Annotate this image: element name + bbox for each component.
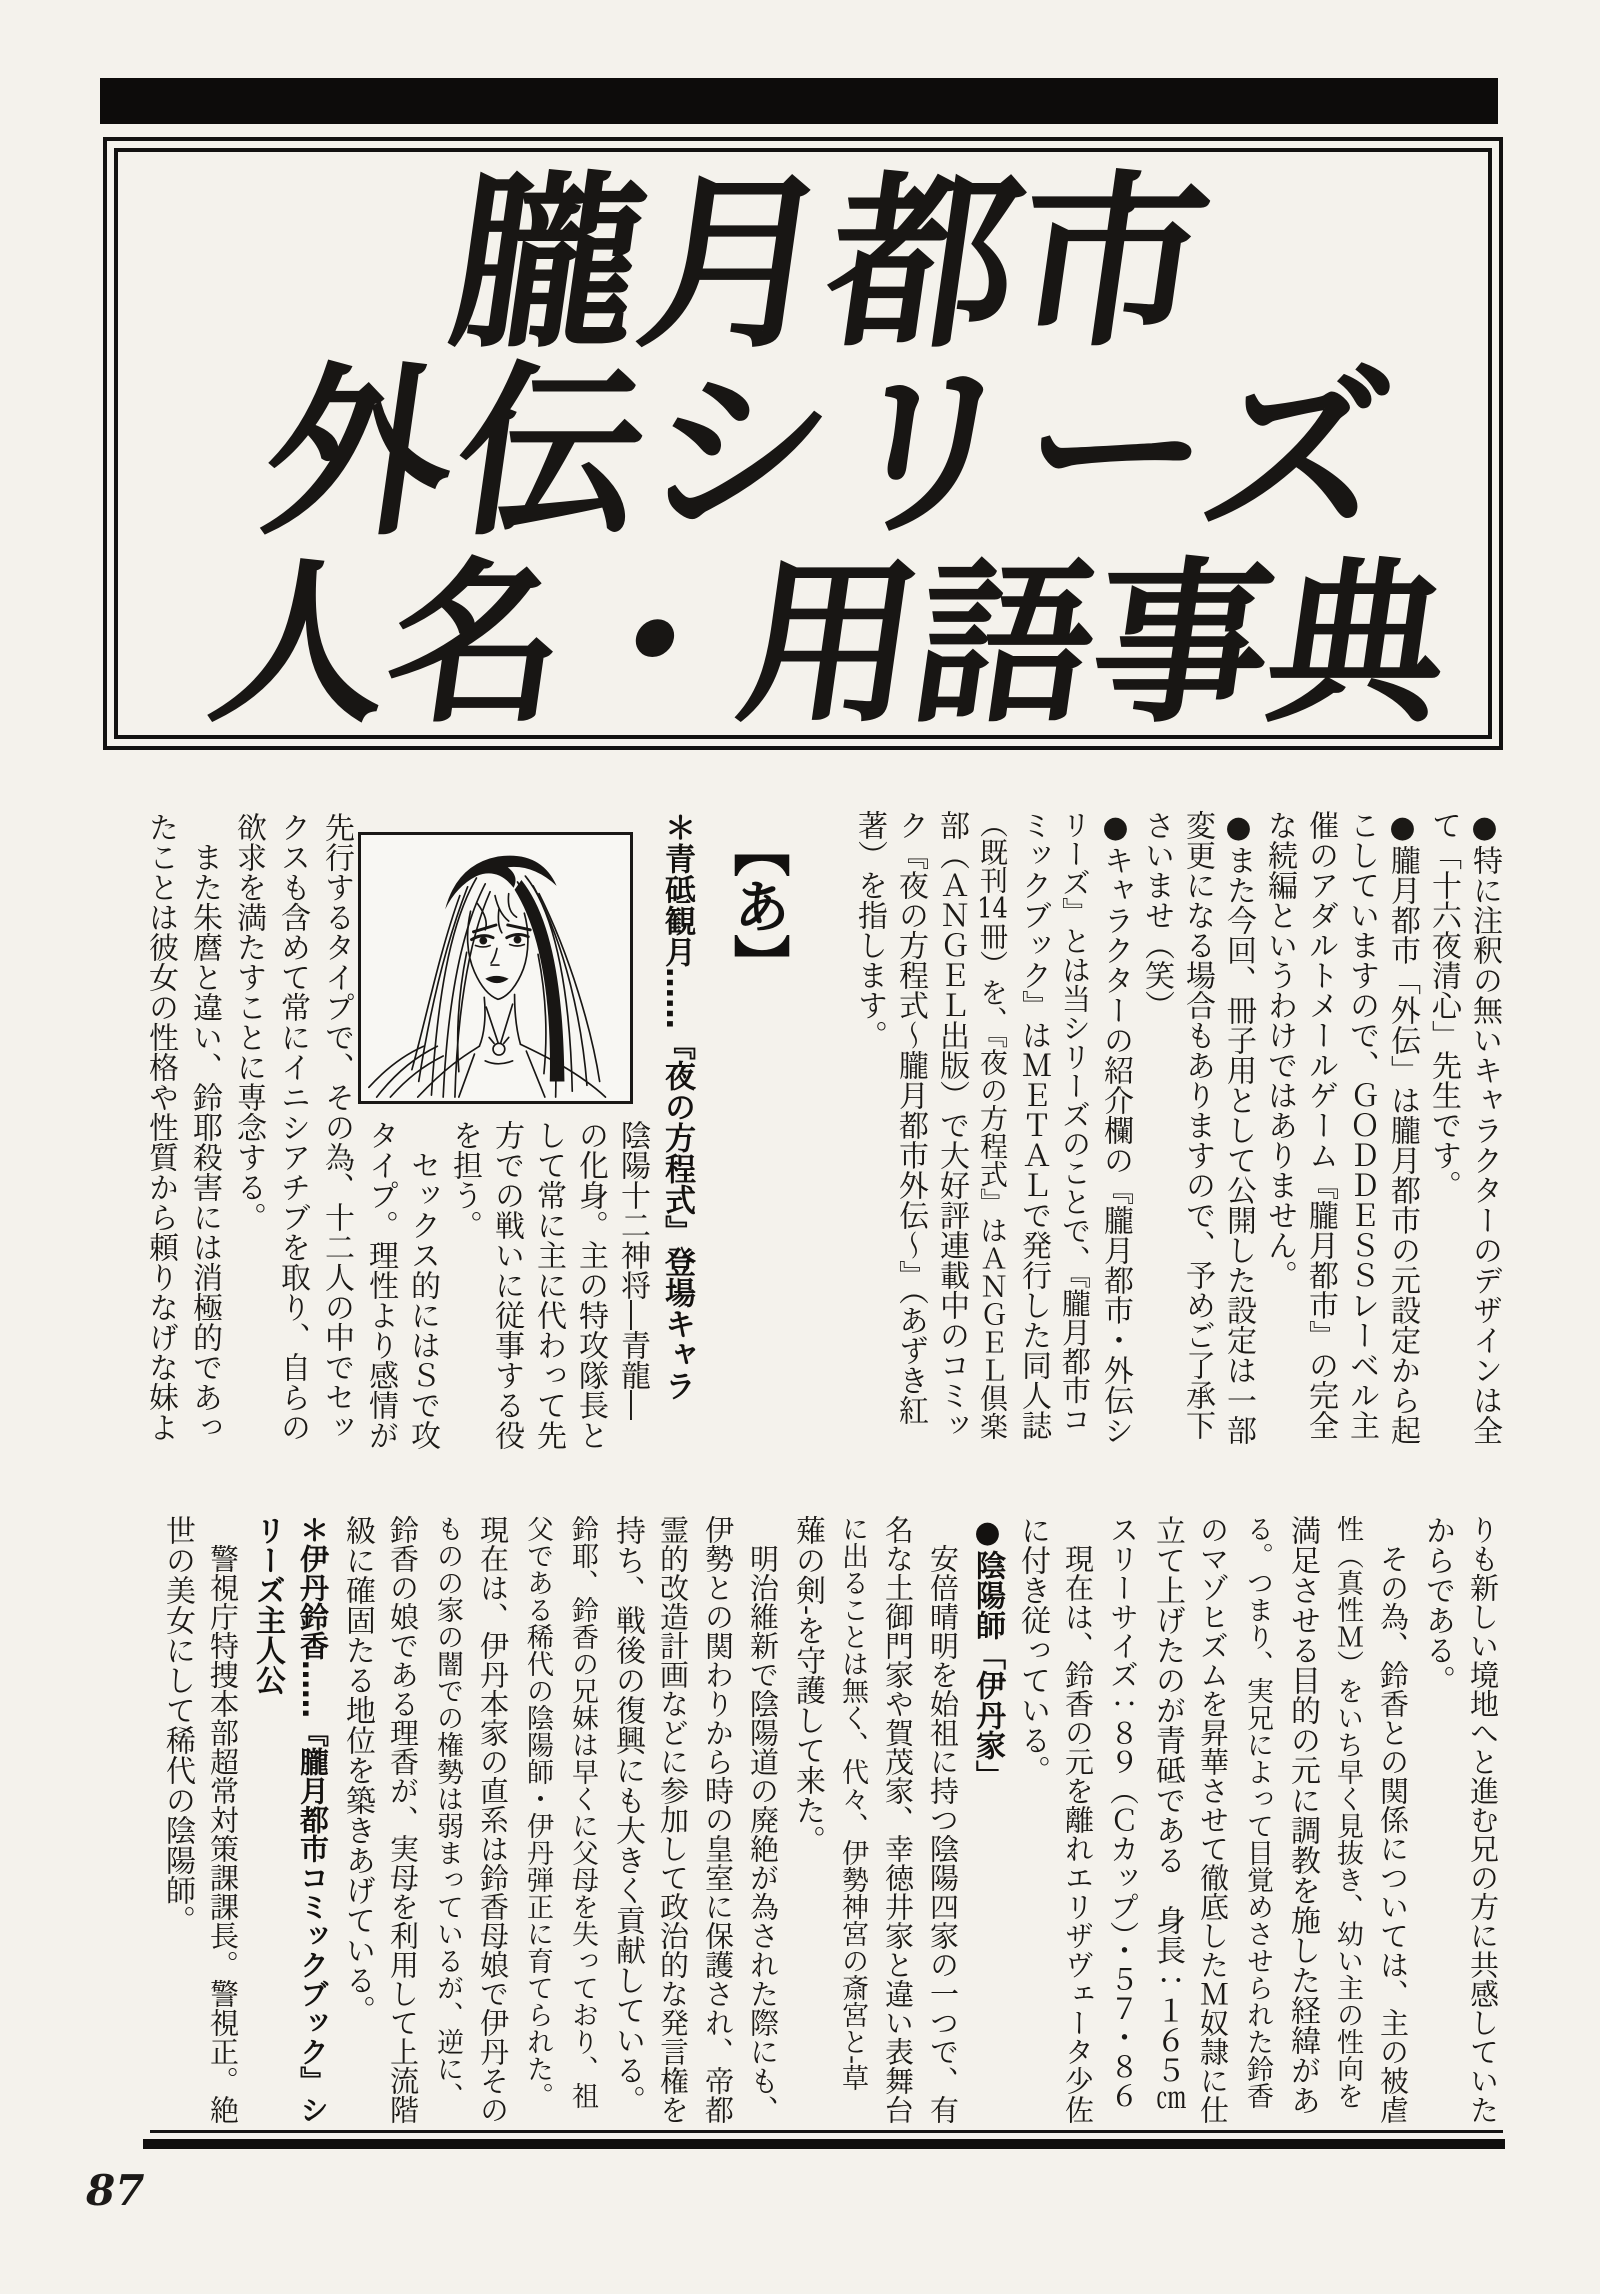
text-column: 満足させる目的の元に調教を施した経緯があ <box>1285 1515 1320 2115</box>
text-column: 薙の剣‐を守護して来た。 <box>790 1515 825 1856</box>
text-column: 霊的改造計画などに参加して政治的な発言権を <box>656 1515 690 2124</box>
title-box <box>103 137 1503 750</box>
text-column: ●特に注釈の無いキャラクターのデザインは全 <box>1467 810 1502 1445</box>
text-column: 持ち、戦後の復興にも大きく貢献している。 <box>610 1515 645 2115</box>
text-column: 現在は、鈴香の元を離れエリザヴェータ少佐 <box>1061 1515 1095 2124</box>
text-column: 父である稀代の陰陽師・伊丹弾正に育てられた。 <box>522 1515 553 2109</box>
title-line-1: 朧月都市 <box>438 155 1222 374</box>
portrait-sketch-svg <box>361 835 630 1101</box>
text-column: 伊勢との関わりから時の皇室に保護され、帝都 <box>701 1515 735 2124</box>
text-column: 変更になる場合もありますので、予めご了承下 <box>1180 810 1215 1440</box>
top-black-bar <box>100 78 1498 124</box>
section-index-heading: 【あ】 <box>724 820 790 991</box>
text-column: タイプ。理性より感情が <box>363 1120 398 1450</box>
text-column: リーズ』とは当シリーズのことで、『朧月都市コ <box>1058 810 1092 1434</box>
text-column: からである。 <box>1420 1515 1455 1695</box>
text-column: その為、鈴香との関係については、主の被虐 <box>1376 1515 1410 2124</box>
text-column: 明治維新で陰陽道の廃絶が為された際にも、 <box>746 1515 780 2124</box>
text-column: に出ることは無く、代々、伊勢神宮の斎宮と‐草 <box>837 1515 868 2092</box>
text-column: 欲求を満たすことに専念する。 <box>231 812 266 1232</box>
text-column: 安倍晴明を始祖に持つ陰陽四家の一つで、有 <box>926 1515 960 2124</box>
text-column: 警視庁特捜本部超常対策課課長。警視正。絶 <box>206 1515 240 2124</box>
intro-notes-block <box>849 810 1505 1468</box>
title-line-2: 外伝シリーズ <box>252 345 1408 561</box>
text-column: ●また今回、冊子用として公開した設定は一部 <box>1221 810 1256 1445</box>
text-column: また朱麿と違い、鈴耶殺害には消極的であっ <box>187 812 222 1442</box>
text-column: のマゾヒズムを昇華させて徹底したＭ奴隷に仕 <box>1196 1515 1230 2124</box>
text-column: こしていますので、ＧＯＤＤＥＳＳレーベル主 <box>1344 810 1379 1440</box>
title-line-3: 人名・用語事典 <box>199 542 1461 747</box>
text-column: 現在は、伊丹本家の直系は鈴香母娘で伊丹その <box>476 1515 510 2124</box>
text-column: 級に確固たる地位を築きあげている。 <box>340 1515 375 2025</box>
entry-heading-column: ＊伊丹鈴香……『朧月都市コミックブック』シ <box>296 1515 330 2124</box>
text-column: な続編というわけではありません。 <box>1262 810 1297 1290</box>
text-column: ●キャラクターの紹介欄の『朧月都市・外伝シ <box>1098 810 1133 1445</box>
text-column: 鈴香の娘である理香が、実母を利用して上流階 <box>386 1515 420 2124</box>
footer-rule-thick <box>143 2139 1505 2149</box>
text-column: スリーサイズ：８９（Ｃカップ）・５７・８６ <box>1106 1515 1140 2110</box>
text-column: 名な土御門家や賀茂家、幸徳井家と違い表舞台 <box>881 1515 915 2124</box>
text-column: に付き従っている。 <box>1015 1515 1050 1785</box>
text-column: て「十六夜清心」先生です。 <box>1426 810 1461 1200</box>
text-column: 性（真性Ｍ）をいち早く見抜き、幼い主の性向を <box>1332 1515 1363 2109</box>
text-column: 著）を指します。 <box>852 810 887 1050</box>
footer-rule-thin <box>150 2130 1503 2133</box>
entry-heading-aoto-mizuki: ＊青砥観月……『夜の方程式』登場キャラ <box>659 812 695 1401</box>
entry-heading-column: ●陰陽師「伊丹家」 <box>970 1515 1005 1790</box>
text-column: 立て上げたのが青砥である 身長：１６５㎝ <box>1150 1515 1185 2115</box>
text-column: ミックブック』はＭＥＴＡＬで発行した同人誌 <box>1016 810 1051 1440</box>
text-column: クスも含めて常にイニシアチブを取り、自らの <box>275 812 310 1442</box>
portrait-illustration <box>358 832 633 1104</box>
page-number: 87 <box>86 2166 145 2215</box>
bottom-entries-block <box>155 1515 1505 2130</box>
text-column: して常に主に代わって先 <box>531 1120 566 1450</box>
text-column: 陰陽十二神将―青龍― <box>615 1120 650 1420</box>
text-column: ク『夜の方程式〜朧月都市外伝〜』（あずき紅 <box>893 810 928 1425</box>
text-column: （既刊14冊）を、『夜の方程式』はＡＮＧＥＬ倶楽 <box>976 810 1009 1440</box>
text-column: ●朧月都市「外伝」は朧月都市の元設定から起 <box>1385 810 1420 1445</box>
text-column: セックス的にはＳで攻 <box>405 1120 440 1450</box>
text-column: 先行するタイプで、その為、十二人の中でセッ <box>319 812 354 1442</box>
tatechuyoko-number: 14 <box>977 894 1008 922</box>
text-column: 部（ＡＮＧＥＬ出版）で大好評連載中のコミッ <box>934 810 969 1440</box>
text-column: る。つまり、実兄によって目覚めさせられた鈴香 <box>1242 1515 1273 2109</box>
text-column: さいませ（笑） <box>1139 810 1174 1020</box>
text-column: 催のアダルトメールゲーム『朧月都市』の完全 <box>1303 810 1338 1440</box>
text-column: を担う。 <box>447 1120 482 1240</box>
text-column: の化身。主の特攻隊長と <box>573 1120 608 1450</box>
text-column: たことは彼女の性格や性質から頼りなげな妹よ <box>143 812 178 1442</box>
entry-heading-column: リーズ主人公 <box>250 1515 285 1695</box>
text-column: 世の美女にして稀代の陰陽師。 <box>160 1515 195 1935</box>
text-column: 方での戦いに従事する役 <box>489 1120 524 1450</box>
text-column: ものの家の闇での権勢は弱まっているが、逆に、 <box>432 1515 463 2109</box>
text-column: 鈴耶、鈴香の兄妹は早くに父母を失っており、祖 <box>567 1515 598 2109</box>
entry-body-mid-columns <box>359 1120 653 1465</box>
entry-body-left-columns <box>138 812 358 1464</box>
text-column: りも新しい境地へと進む兄の方に共感していた <box>1466 1515 1500 2124</box>
